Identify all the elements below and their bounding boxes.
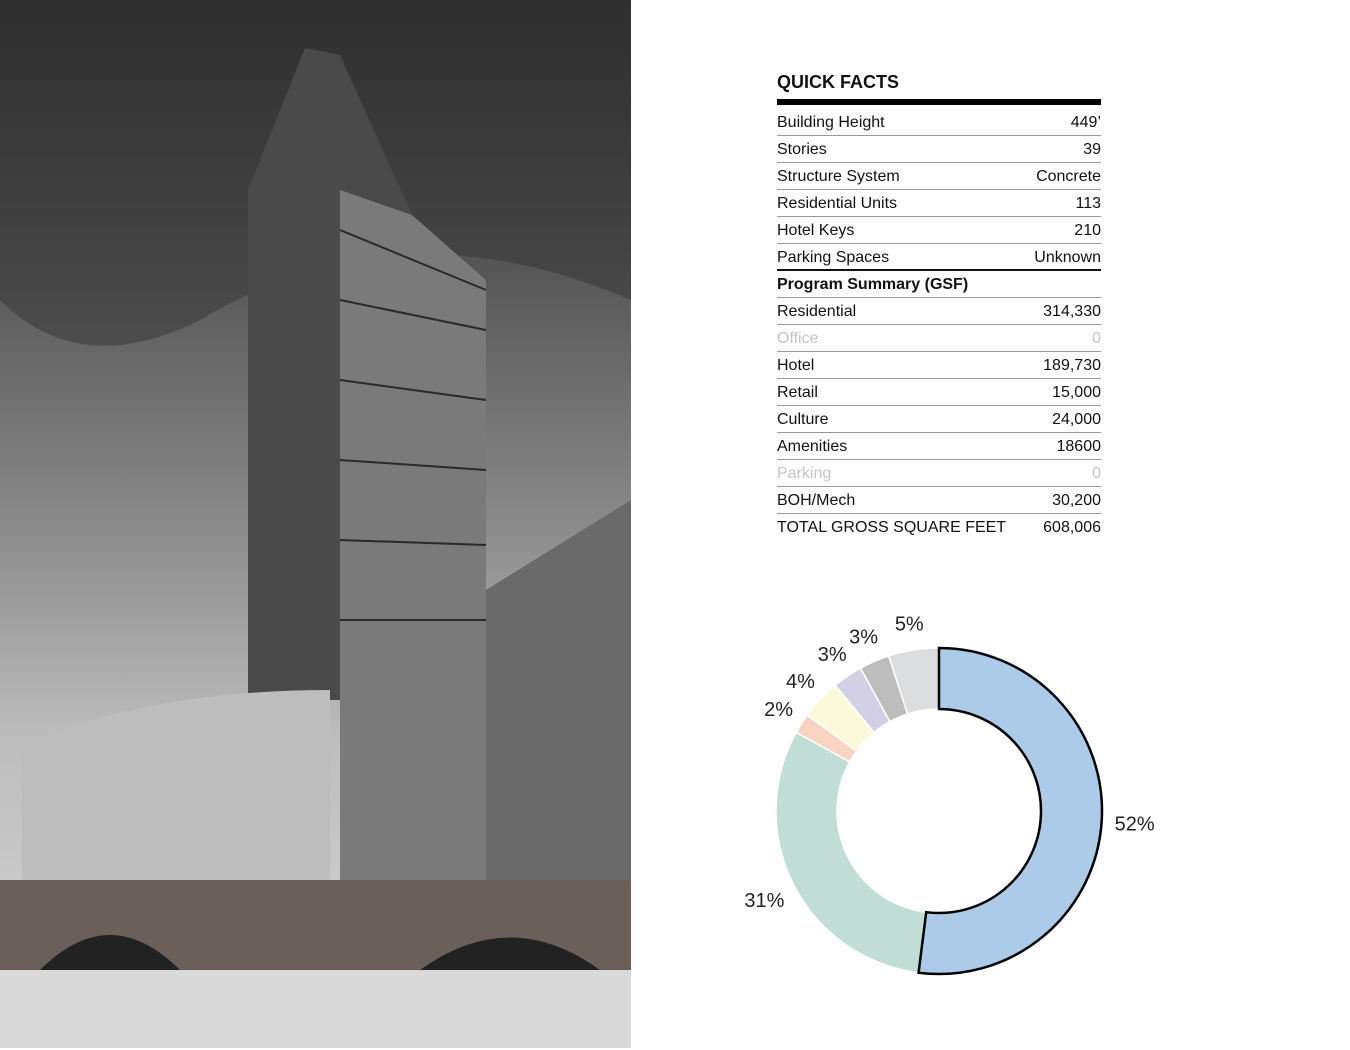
slice-label: 5% [894, 613, 924, 636]
row-value: Unknown [1034, 249, 1101, 266]
program-row [777, 487, 1101, 514]
slice-label: 4% [786, 670, 815, 693]
row-value: 314,330 [1043, 303, 1101, 320]
row-label: TOTAL GROSS SQUARE FEET [777, 519, 1007, 536]
row-label: Hotel Keys [777, 222, 855, 239]
building-photo [0, 0, 631, 1048]
row-label: Amenities [777, 438, 848, 455]
quick-facts-table [777, 70, 1101, 540]
row-label: Building Height [777, 114, 885, 131]
program-row [777, 433, 1101, 460]
row-label: BOH/Mech [777, 492, 856, 509]
row-label: Retail [777, 384, 818, 401]
title-divider [777, 99, 1101, 105]
row-label: Stories [777, 141, 827, 158]
slice-label: 31% [744, 889, 785, 912]
row-value: 15,000 [1052, 384, 1101, 401]
row-value: 210 [1074, 222, 1101, 239]
fact-row [777, 244, 1101, 271]
row-label: Residential Units [777, 195, 898, 212]
program-row [777, 406, 1101, 433]
row-label: Office [777, 330, 819, 347]
slice-label: 3% [817, 643, 847, 666]
row-value: 24,000 [1052, 411, 1101, 428]
row-value: 18600 [1056, 438, 1101, 455]
donut-slice [919, 648, 1102, 974]
row-value: 0 [1092, 330, 1101, 347]
fact-row [777, 217, 1101, 244]
program-row [777, 514, 1101, 540]
fact-row [777, 136, 1101, 163]
program-row [777, 325, 1101, 352]
program-summary-heading: Program Summary (GSF) [777, 271, 1101, 298]
fact-row [777, 163, 1101, 190]
program-row [777, 379, 1101, 406]
quick-facts-title: QUICK FACTS [777, 72, 900, 92]
row-value: 608,006 [1043, 519, 1101, 536]
row-label: Residential [777, 303, 857, 320]
row-value: 0 [1092, 465, 1101, 482]
row-value: 113 [1075, 195, 1101, 212]
row-value: Concrete [1036, 168, 1101, 185]
slice-label: 52% [1114, 813, 1155, 836]
row-label: Parking [777, 465, 832, 482]
row-value: 189,730 [1043, 357, 1101, 374]
row-label: Hotel [777, 357, 815, 374]
row-label: Parking Spaces [777, 249, 890, 266]
slice-label: 3% [849, 626, 878, 649]
row-value: 449’ [1070, 114, 1101, 131]
slice-label: 2% [764, 699, 794, 722]
program-row [777, 460, 1101, 487]
row-value: 39 [1083, 141, 1101, 158]
row-label: Structure System [777, 168, 900, 185]
row-value: 30,200 [1052, 492, 1101, 509]
fact-row [777, 109, 1101, 136]
fact-row [777, 190, 1101, 217]
program-row [777, 298, 1101, 325]
program-row [777, 352, 1101, 379]
row-label: Culture [777, 411, 829, 428]
program-donut-chart [700, 580, 1220, 1010]
donut-slice [776, 732, 926, 972]
